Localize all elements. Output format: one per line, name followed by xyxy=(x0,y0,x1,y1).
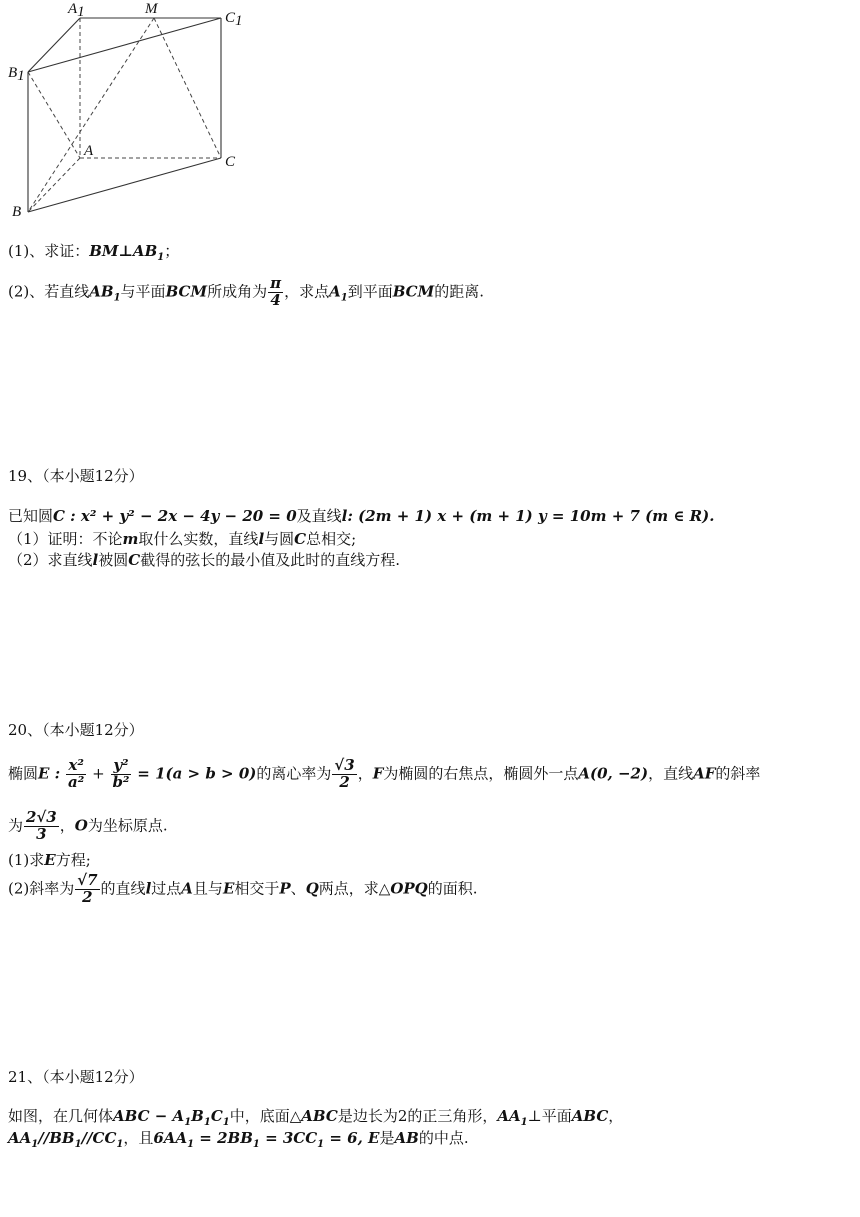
fraction-pi-over-4: $\frac{\pi}{4}$ xyxy=(270,274,282,309)
q20-part1: (1)求E方程; xyxy=(8,851,91,869)
seg-b1-a xyxy=(28,72,80,158)
q19-line1: 已知圆C : x² + y² − 2x − 4y − 20 = 0及直线l: (2m + 1) x + (m + 1) y = 10m + 7 (m ∈ R). xyxy=(8,507,715,525)
prism-figure xyxy=(6,0,256,222)
q19-header: 19、（本小题12分） xyxy=(8,467,144,485)
q21-header: 21、（本小题12分） xyxy=(8,1068,144,1086)
edge-b1-c1 xyxy=(28,18,221,72)
q19-part2: （2）求直线l被圆C截得的弦长的最小值及此时的直线方程. xyxy=(8,551,400,569)
edge-a1-b1 xyxy=(28,18,80,72)
seg-m-b xyxy=(28,18,154,212)
q18-part2: (2)、若直线$AB_1$与平面BCM所成角为 $\frac{\pi}{4}$ ，求点$A_1$到平面BCM的距离. xyxy=(8,274,484,309)
label-a: A xyxy=(84,143,94,159)
q20-header: 20、（本小题12分） xyxy=(8,721,144,739)
q20-line1: 椭圆E : $\frac{\text{x²}}{\text{a²}}$ + $\frac{\text{y²}}{\text{b²}}$ = 1(a > b > 0)的离心率为 $\frac{√3}{2}$ ，F为椭圆的右焦点，椭圆外一点A(0, −2)，直线AF的斜率 xyxy=(8,756,761,791)
label-a1: A1 xyxy=(68,1,85,20)
label-b: B xyxy=(12,204,22,220)
label-c1: C1 xyxy=(225,10,243,29)
q21-line2: $AA_1//BB_1//CC_1$，且$6AA_1 = 2BB_1 = 3CC_1 = 6$, E是AB的中点. xyxy=(8,1129,469,1150)
seg-m-c xyxy=(154,18,221,158)
label-c: C xyxy=(225,154,236,170)
q20-part2: (2)斜率为 $\frac{√7}{2}$ 的直线l过点A且与E相交于P、Q两点，求△OPQ的面积. xyxy=(8,871,478,906)
edge-b-c xyxy=(28,158,221,212)
edge-a-b xyxy=(28,158,80,212)
q18-part1: (1)、求证：$BM\perp AB_1$； xyxy=(8,242,180,263)
label-m: M xyxy=(145,1,158,17)
q19-part1: （1）证明：不论m取什么实数，直线l与圆C总相交; xyxy=(8,530,357,548)
q20-line2: 为 $\frac{2√3}{3}$ ，O为坐标原点. xyxy=(8,808,168,843)
label-b1: B1 xyxy=(8,65,25,84)
q21-line1: 如图，在几何体ABC − $A_1B_1C_1$中，底面△ABC是边长为2的正三角形，$AA_1\perp$平面ABC， xyxy=(8,1107,624,1128)
